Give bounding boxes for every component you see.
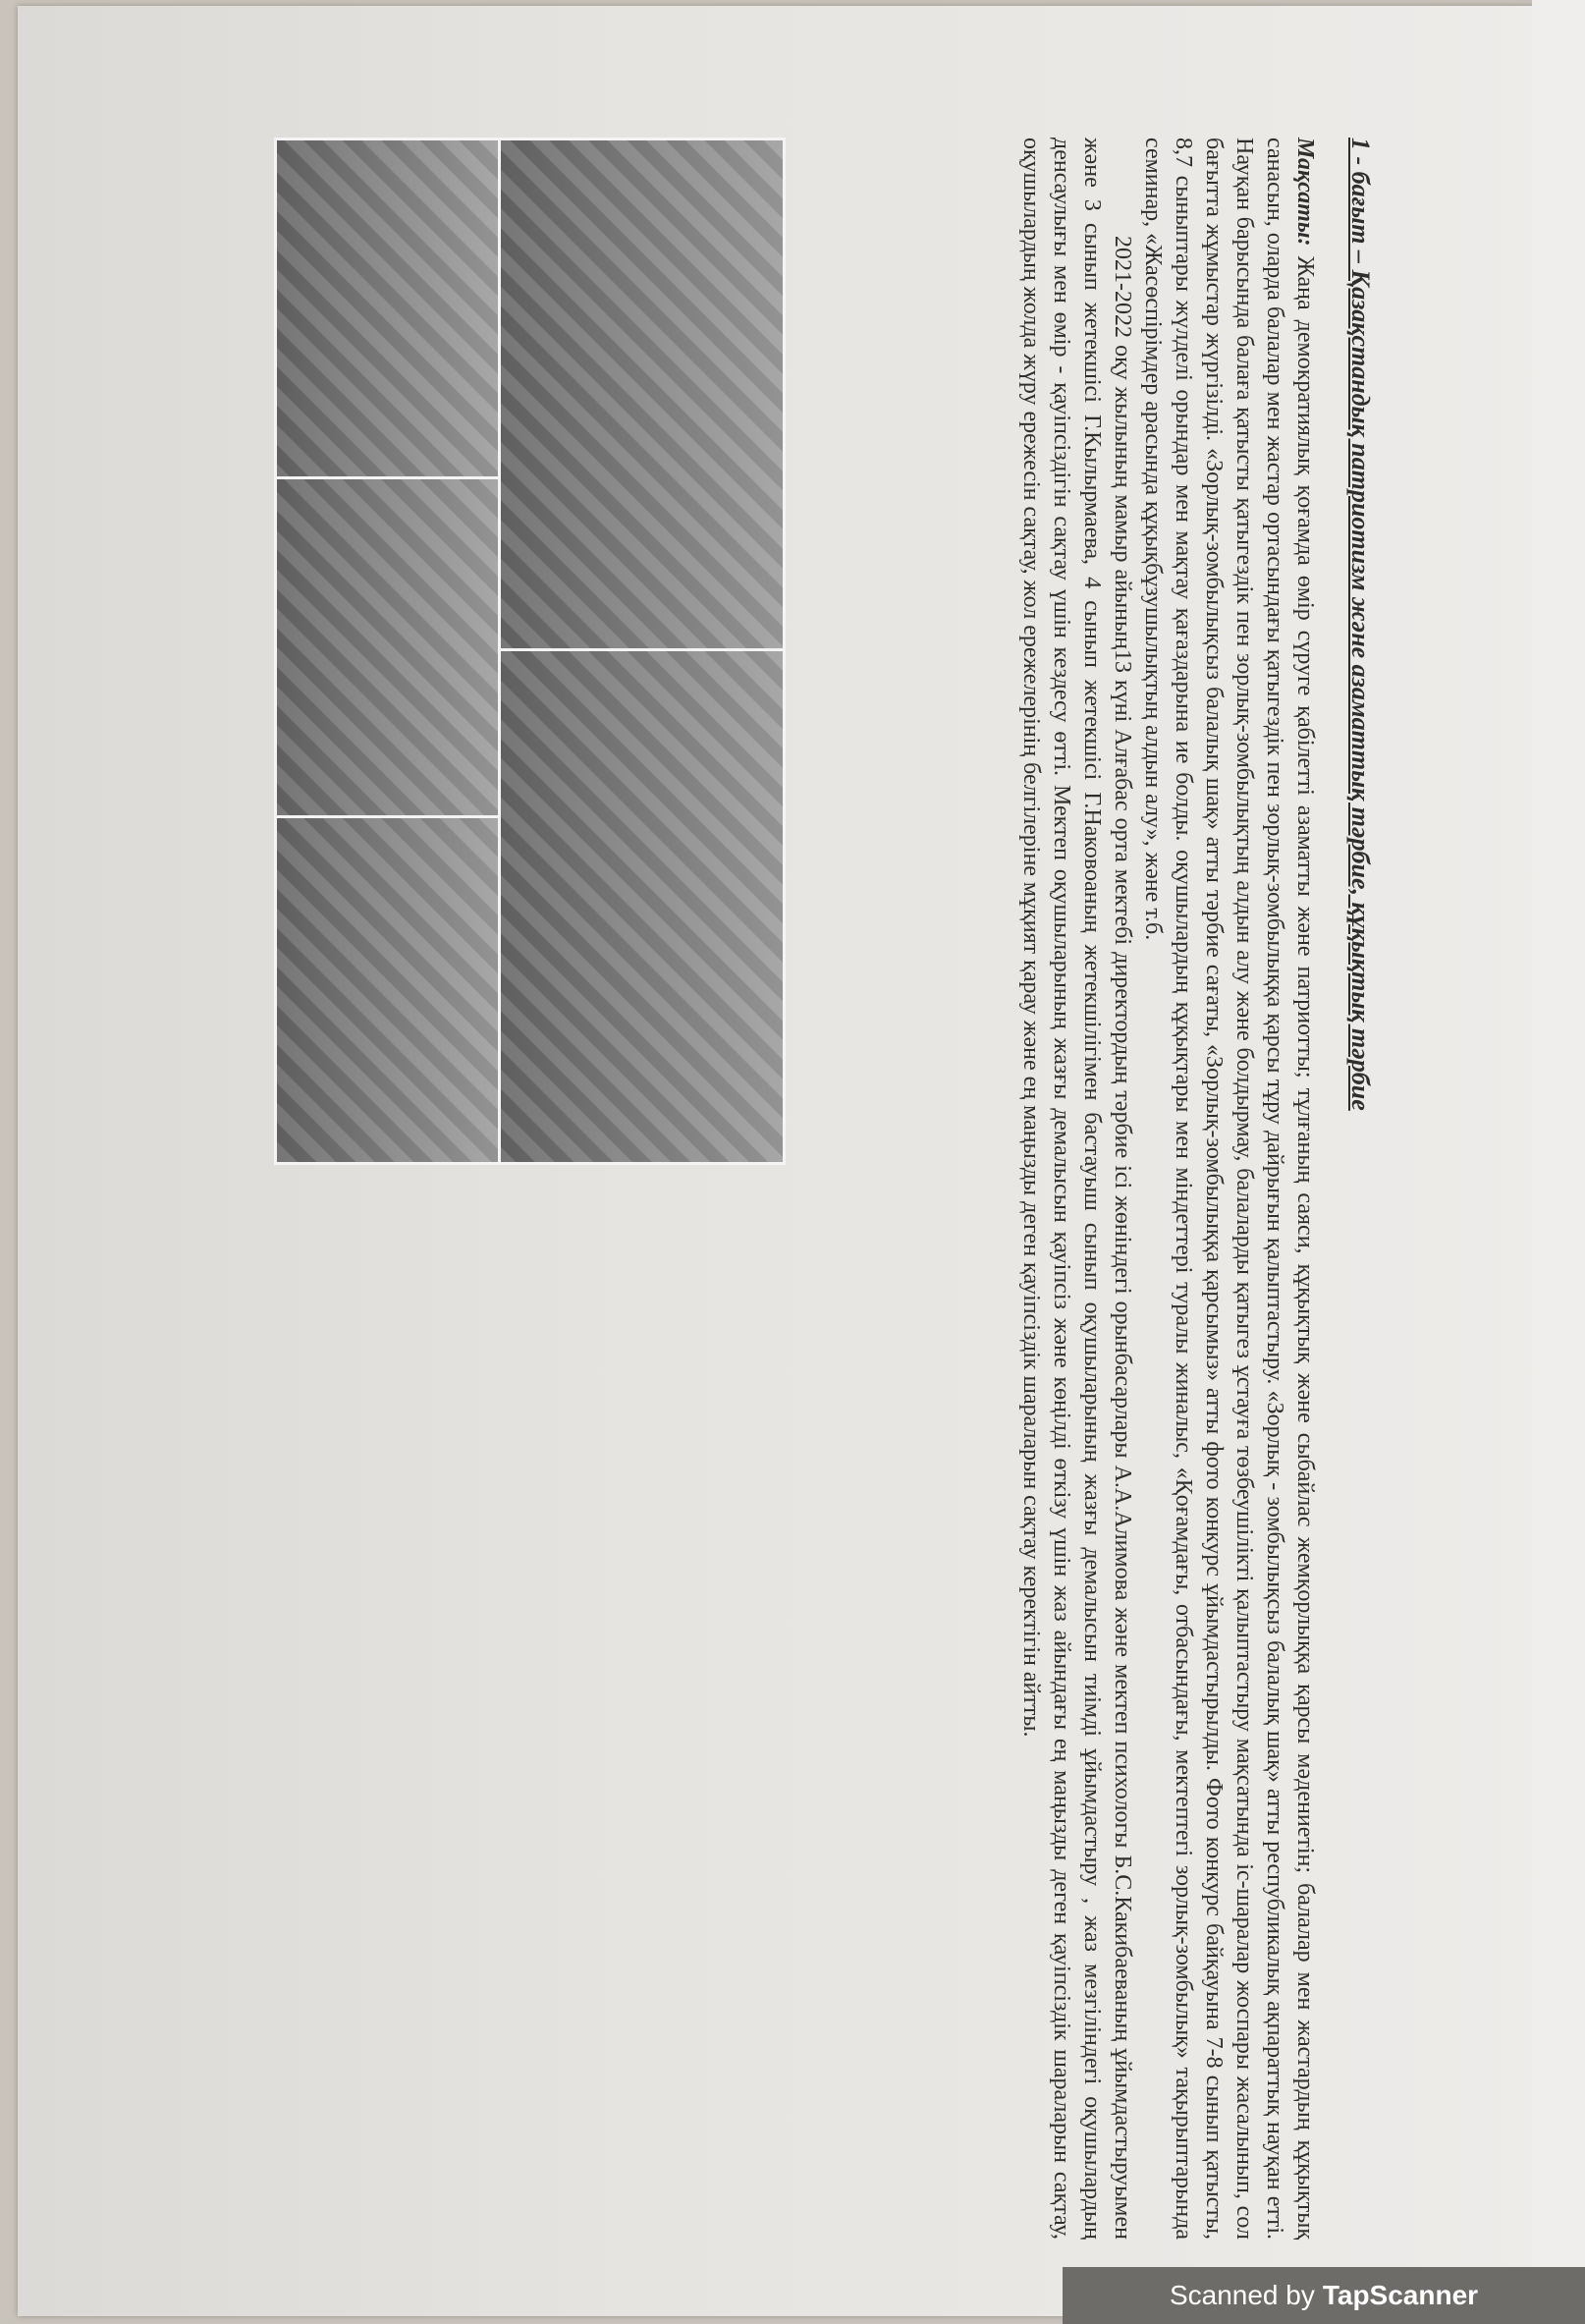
photo-students-1	[274, 138, 501, 482]
rotated-content	[137, 138, 1375, 2298]
paper-edge	[1532, 0, 1585, 2324]
photo-classroom-2	[495, 648, 786, 1165]
section-heading: 1 - бағыт – Қазақстандық патриотизм және азаматтық тәрбие, құқықтық тәрбие	[1346, 138, 1375, 1111]
paragraph-2: 2021-2022 оқу жылының мамыр айының13 күні Алғабас орта мектебі директордың тәрбие ісі жөніндегі орынбасарлары А.А.Алимова және мектеп психологы Б.С.Какибаеваның ұйымдастыруымен және 3 сынып жетекшісі Г.Кылырмаева, 4 сынып жетекшісі Г.Наковоаның жетекшілігімен бастауыш сынып оқушыларының жазғы демалысын тиімді ұйымдастыру , жаз мезгіліндегі оқушылардың денсаулығы мен өмір - қауіпсіздігін сақтау үшін кездесу өтті. Мектеп оқушыларының жазғы демалысын қауіпсіз және көңілді өткізу үшін жаз айындағы ең маңызды деген қауіпсіздік шараларын сақтау, оқушылардың жолда жүру ережесін сақтау, жол ережелерінің белгілеріне мұқият қарау және ең маңызды деген қауіпсіздік шараларын сақтау керектігін айтты.	[1018, 138, 1135, 2240]
photo-students-3	[274, 815, 501, 1165]
scanner-watermark	[1063, 2267, 1585, 2324]
scanned-by-label: Scanned by	[1169, 2280, 1315, 2310]
paragraph-1	[1137, 138, 1320, 2240]
document-body	[1015, 138, 1320, 2240]
document-page	[137, 0, 1375, 2324]
photo-students-2	[274, 476, 501, 821]
photo-collage	[255, 138, 786, 1159]
photo-classroom-1	[495, 138, 786, 654]
scanner-brand: TapScanner	[1322, 2280, 1479, 2310]
paragraph-1-text: Жаңа демократиялық қоғамда өмір сүруге қабілетті азаматты және патриотты; тұлғаның саяси, құқықтық және сыбайлас жемқорлыққа қарсы мәдениетін; балалар мен жастардың құқықтық санасын, оларда балалар мен жастар ортасындағы қатыгездік пен зорлық-зомбылыққа қарсы тұру дайрығын қалыптастыру. «Зорлық - зомбылықсыз балалық шақ» атты республикалық ақпараттық науқан етті. Науқан барысында балаға қатысты қатыгездік пен зорлық-зомбылықтың алдын алу және болдырмау, балаларды қатыгез ұстауға төзбеушілікті қалыптастыру мақсатында іс-шаралар жоспары жасалынып, сол бағытта жұмыстар жүргізілді. «Зорлық-зомбылықсыз балалық шақ» атты тәрбие сағаты, «Зорлық-зомбылыққа қарсымыз» атты фото конкурс ұйымдастырылды. Фото конкурс байқауына 7-8 сынып қатысты, 8,7 сыныптары жүлделі орындар мен мақтау қағаздарына ие болды. оқушылардың құқықтары мен міндеттері туралы жиналыс, «Қоғамдағы, отбасындағы, мектептегі зорлық-зомбылық» тақырыптарында семинар, «Жасөспірімдер арасында құқықбұзушылықтың алдын алу», және т.б.	[1140, 138, 1318, 2240]
purpose-label: Мақсаты:	[1292, 138, 1318, 247]
